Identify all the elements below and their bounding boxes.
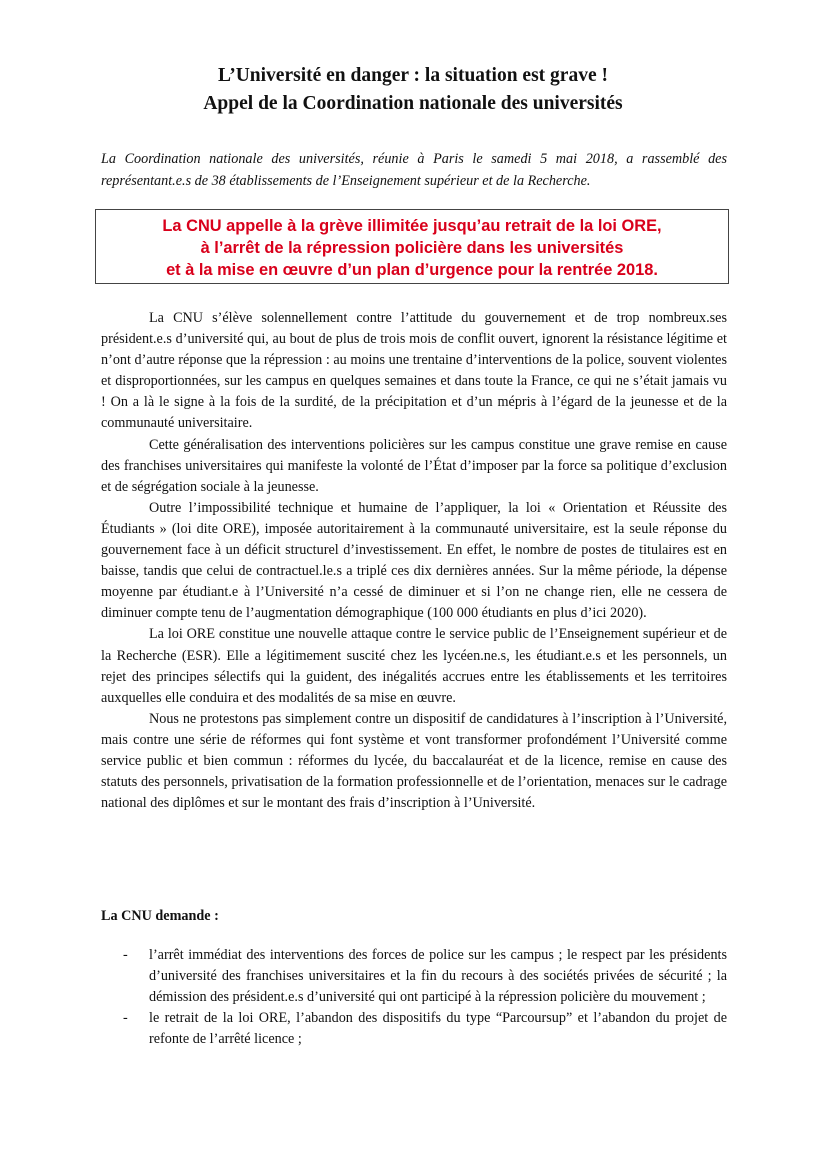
list-item (101, 945, 727, 1008)
list-dash: - (123, 1010, 128, 1027)
demands-list (101, 945, 727, 1050)
list-item-text: le retrait de la loi ORE, l’abandon des dispositifs du type “Parcoursup” et l’abandon du projet de refonte de l’arrêté licence ; (149, 1010, 727, 1048)
list-item (101, 1008, 727, 1050)
body-paragraph: Outre l’impossibilité technique et humaine de l’appliquer, la loi « Orientation et Réussite des Étudiants » (loi dite ORE), imposée autoritairement à la communauté universitaire, est la seule réponse du gouvernement face à un déficit structurel d’investissement. En effet, le nombre de postes de titulaires est en baisse, tandis que celui de contractuel.le.s a triplé ces dix dernières années. Sur la même période, la dépense moyenne par étudiant.e à l’Université n’a cessé de diminuer et si l’on ne change rien, elle ne cessera de diminuer compte tenu de l’augmentation démographique (100 000 étudiants en plus d’ici 2020). (101, 499, 727, 622)
callout-box (95, 209, 729, 284)
list-item-text: l’arrêt immédiat des interventions des forces de police sur les campus ; le respect par les présidents d’université des franchises universitaires et la fin du recours à des sociétés privées de sécurité ; la démission des président.e.s d’université qui ont participé à la répression policière du mouvement ; (149, 947, 727, 1006)
body-text (101, 308, 727, 814)
body-paragraph: Nous ne protestons pas simplement contre un dispositif de candidatures à l’inscription à l’Université, mais contre une série de réformes qui font système et vont transformer profondément l’Université comme service public et bien commun : réformes du lycée, du baccalauréat et de la licence, remise en cause des statuts des personnels, privatisation de la formation professionnelle et de l’orientation, menaces sur le cadrage national des diplômes et sur le montant des frais d’inscription à l’Université. (101, 710, 727, 812)
document-subtitle: Appel de la Coordination nationale des universités (203, 93, 623, 114)
intro-paragraph: La Coordination nationale des universités, réunie à Paris le samedi 5 mai 2018, a rassemblé des représentant.e.s de 38 établissements de l’Enseignement supérieur et de la Recherche. (101, 151, 727, 189)
body-paragraph: La CNU s’élève solennellement contre l’attitude du gouvernement et de trop nombreux.ses président.e.s d’université qui, au bout de plus de trois mois de conflit ouvert, ignorent la résistance légitime et n’ont d’autre réponse que la répression : au moins une trentaine d’interventions de la police, souvent violentes et disproportionnées, sur les campus en quelques semaines et dans toute la France, ce qui ne s’était jamais vu ! On a là le signe à la fois de la surdité, de la précipitation et d’un mépris à l’égard de la jeunesse et de la communauté universitaire. (101, 310, 727, 432)
list-dash: - (123, 947, 128, 963)
body-paragraph: La loi ORE constitue une nouvelle attaque contre le service public de l’Enseignement supérieur et de la Recherche (ESR). Elle a légitimement suscité chez les lycéen.ne.s, les étudiant.e.s et les personnels, un rejet des principes sélectifs qui la guident, des inégalités accrues entre les établissements et les territoires auxquelles elle conduira et des modalités de sa mise en œuvre. (101, 626, 727, 706)
demands-heading: La CNU demande : (101, 908, 219, 924)
document-title: L’Université en danger : la situation est grave ! (218, 65, 608, 86)
callout-line: La CNU appelle à la grève illimitée jusqu’au retrait de la loi ORE, (162, 217, 662, 235)
callout-line: à l’arrêt de la répression policière dans les universités (200, 239, 624, 257)
body-paragraph: Cette généralisation des interventions policières sur les campus constitue une grave remise en cause des franchises universitaires qui manifeste la volonté de l’État d’imposer par la force sa politique d’exclusion et de ségrégation sociale à la jeunesse. (101, 436, 727, 495)
callout-line: et à la mise en œuvre d’un plan d’urgence pour la rentrée 2018. (166, 261, 658, 279)
